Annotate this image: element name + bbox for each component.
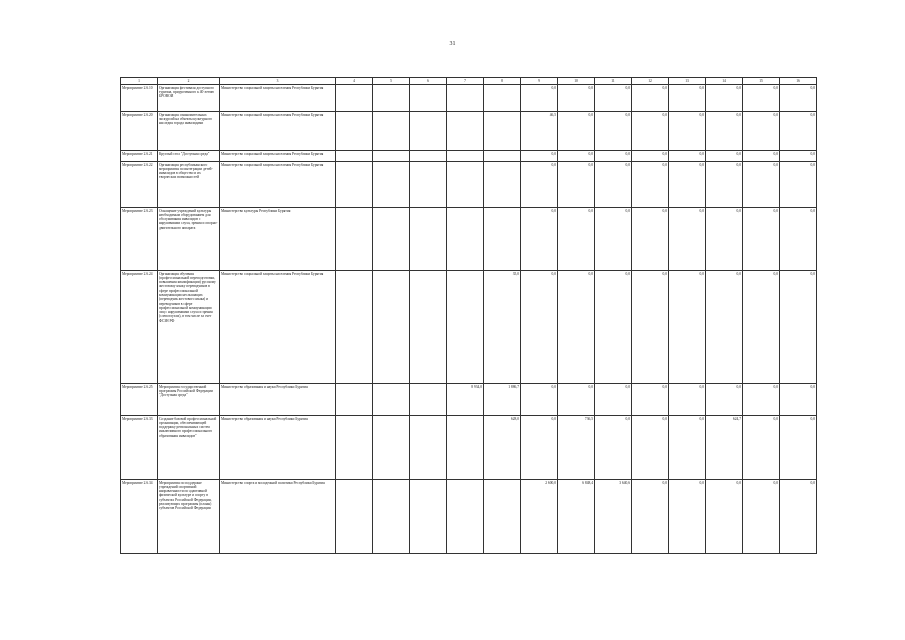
measure-name-cell: Организация фестиваля доступного туризма, приуроченного к 40-летию БРОВОИ bbox=[158, 85, 220, 112]
value-cell: 0,0 bbox=[632, 151, 669, 162]
measure-code-cell: Мероприятие 2.6.34 bbox=[121, 480, 158, 554]
table-row bbox=[121, 162, 817, 208]
header-cell: 2 bbox=[158, 78, 220, 85]
header-cell: 12 bbox=[632, 78, 669, 85]
table-row bbox=[121, 208, 817, 271]
header-cell: 1 bbox=[121, 78, 158, 85]
value-cell: 0,0 bbox=[743, 112, 780, 151]
measure-code-cell: Мероприятие 2.6.23 bbox=[121, 208, 158, 271]
value-cell: 0,0 bbox=[743, 384, 780, 416]
executor-cell: Министерство социальной защиты населения Республики Бурятия bbox=[220, 112, 336, 151]
value-cell bbox=[336, 162, 373, 208]
value-cell bbox=[484, 85, 521, 112]
value-cell: 0,0 bbox=[595, 85, 632, 112]
value-cell: 8 934,0 bbox=[447, 384, 484, 416]
table-row bbox=[121, 85, 817, 112]
value-cell bbox=[410, 162, 447, 208]
header-cell: 11 bbox=[595, 78, 632, 85]
value-cell: 1 886,7 bbox=[484, 384, 521, 416]
value-cell: 0,0 bbox=[669, 480, 706, 554]
measure-code-cell: Мероприятие 2.6.21 bbox=[121, 151, 158, 162]
value-cell bbox=[336, 208, 373, 271]
value-cell: 624,7 bbox=[706, 416, 743, 480]
value-cell: 0,0 bbox=[595, 162, 632, 208]
header-cell: 10 bbox=[558, 78, 595, 85]
value-cell bbox=[336, 271, 373, 384]
header-cell: 13 bbox=[669, 78, 706, 85]
value-cell bbox=[447, 271, 484, 384]
executor-cell: Министерство образования и науки Республики Бурятия bbox=[220, 416, 336, 480]
value-cell bbox=[373, 85, 410, 112]
value-cell: 2 600,0 bbox=[521, 480, 558, 554]
value-cell: 0,0 bbox=[669, 112, 706, 151]
value-cell: 0,0 bbox=[669, 271, 706, 384]
executor-cell: Министерство социальной защиты населения Республики Бурятия bbox=[220, 162, 336, 208]
value-cell: 0,0 bbox=[669, 384, 706, 416]
measure-code-cell: Мероприятие 2.6.10 bbox=[121, 85, 158, 112]
table-row bbox=[121, 384, 817, 416]
value-cell bbox=[484, 151, 521, 162]
value-cell: 0,0 bbox=[632, 162, 669, 208]
value-cell: 0,0 bbox=[595, 416, 632, 480]
value-cell: 0,0 bbox=[558, 271, 595, 384]
value-cell: 0,0 bbox=[706, 85, 743, 112]
value-cell: 0,0 bbox=[632, 112, 669, 151]
value-cell bbox=[484, 480, 521, 554]
value-cell: 0,0 bbox=[632, 480, 669, 554]
value-cell: 0,0 bbox=[706, 271, 743, 384]
value-cell bbox=[410, 151, 447, 162]
value-cell: 0,0 bbox=[669, 85, 706, 112]
value-cell: 0,0 bbox=[780, 85, 817, 112]
value-cell: 0,0 bbox=[558, 112, 595, 151]
executor-cell: Министерство социальной защиты населения Республики Бурятия bbox=[220, 151, 336, 162]
value-cell: 0,0 bbox=[706, 208, 743, 271]
header-cell: 7 bbox=[447, 78, 484, 85]
value-cell bbox=[373, 208, 410, 271]
value-cell bbox=[373, 384, 410, 416]
header-cell: 4 bbox=[336, 78, 373, 85]
value-cell: 0,0 bbox=[558, 151, 595, 162]
value-cell: 0,0 bbox=[743, 162, 780, 208]
value-cell: 0,0 bbox=[632, 271, 669, 384]
value-cell: 0,0 bbox=[632, 384, 669, 416]
measure-name-cell: Создание базовой профессиональной организации, обеспечивающей поддержку региональных систем инклюзивного профессионального образования инвалидов" bbox=[158, 416, 220, 480]
value-cell: 0,0 bbox=[521, 151, 558, 162]
header-cell: 8 bbox=[484, 78, 521, 85]
measure-code-cell: Мероприятие 2.6.20 bbox=[121, 112, 158, 151]
table-row bbox=[121, 480, 817, 554]
header-cell: 9 bbox=[521, 78, 558, 85]
executor-cell: Министерство социальной защиты населения Республики Бурятия bbox=[220, 271, 336, 384]
header-cell: 3 bbox=[220, 78, 336, 85]
value-cell bbox=[336, 384, 373, 416]
value-cell bbox=[447, 151, 484, 162]
value-cell bbox=[336, 112, 373, 151]
value-cell: 0,0 bbox=[780, 384, 817, 416]
executor-cell: Министерство культуры Республики Бурятия bbox=[220, 208, 336, 271]
value-cell bbox=[447, 416, 484, 480]
header-cell: 14 bbox=[706, 78, 743, 85]
table-row bbox=[121, 112, 817, 151]
table-row bbox=[121, 151, 817, 162]
header-row bbox=[121, 78, 817, 85]
value-cell bbox=[410, 271, 447, 384]
value-cell: 0,0 bbox=[780, 416, 817, 480]
value-cell: 0,0 bbox=[669, 416, 706, 480]
value-cell bbox=[336, 480, 373, 554]
value-cell bbox=[373, 416, 410, 480]
value-cell bbox=[410, 480, 447, 554]
value-cell: 0,0 bbox=[521, 271, 558, 384]
value-cell: 0,0 bbox=[706, 162, 743, 208]
table-row bbox=[121, 271, 817, 384]
header-cell: 5 bbox=[373, 78, 410, 85]
value-cell: 0,0 bbox=[558, 384, 595, 416]
value-cell bbox=[410, 85, 447, 112]
header-cell: 15 bbox=[743, 78, 780, 85]
value-cell bbox=[373, 480, 410, 554]
measure-code-cell: Мероприятие 2.6.25 bbox=[121, 384, 158, 416]
value-cell: 0,0 bbox=[521, 384, 558, 416]
value-cell: 0,0 bbox=[521, 208, 558, 271]
value-cell bbox=[410, 112, 447, 151]
header-cell: 16 bbox=[780, 78, 817, 85]
value-cell: 0,0 bbox=[632, 85, 669, 112]
measure-name-cell: Организация ознакомительных экскурсий на объекты культурного наследия города инвалидами bbox=[158, 112, 220, 151]
value-cell: 0,0 bbox=[706, 384, 743, 416]
measure-name-cell: Мероприятия по поддержке учреждений спортивной направленности по адаптивной физической культуре и спорту в субъектах Российской Федерации, реализующих программы (планы) субъектов Российской Федерации bbox=[158, 480, 220, 554]
value-cell: 0,0 bbox=[595, 384, 632, 416]
measure-name-cell: Мероприятия государственной программы Российской Федерации "Доступная среда" bbox=[158, 384, 220, 416]
measure-name-cell: Оснащение учреждений культуры необходимым оборудованием для обслуживания инвалидов с нарушениями слуха, зрения и опорно-двигательного аппарата bbox=[158, 208, 220, 271]
value-cell: 0,0 bbox=[595, 271, 632, 384]
value-cell bbox=[410, 208, 447, 271]
value-cell: 0,0 bbox=[669, 162, 706, 208]
value-cell: 628,0 bbox=[484, 416, 521, 480]
value-cell: 0,0 bbox=[743, 416, 780, 480]
value-cell: 0,0 bbox=[558, 85, 595, 112]
value-cell: 0,0 bbox=[521, 162, 558, 208]
table-row bbox=[121, 416, 817, 480]
value-cell bbox=[373, 112, 410, 151]
value-cell: 0,0 bbox=[521, 85, 558, 112]
value-cell: 0,0 bbox=[669, 208, 706, 271]
value-cell bbox=[410, 384, 447, 416]
value-cell: 0,0 bbox=[743, 85, 780, 112]
value-cell bbox=[447, 112, 484, 151]
value-cell bbox=[410, 416, 447, 480]
value-cell: 0,0 bbox=[669, 151, 706, 162]
value-cell: 0,0 bbox=[780, 271, 817, 384]
value-cell bbox=[447, 162, 484, 208]
value-cell bbox=[447, 480, 484, 554]
value-cell bbox=[484, 162, 521, 208]
value-cell bbox=[336, 151, 373, 162]
value-cell: 0,0 bbox=[706, 112, 743, 151]
value-cell: 0,0 bbox=[558, 208, 595, 271]
measure-code-cell: Мероприятие 2.6.24 bbox=[121, 271, 158, 384]
value-cell: 0,0 bbox=[780, 480, 817, 554]
executor-cell: Министерство спорта и молодежной политики Республики Бурятия bbox=[220, 480, 336, 554]
value-cell bbox=[373, 151, 410, 162]
value-cell: 0,0 bbox=[632, 416, 669, 480]
value-cell: 0,0 bbox=[595, 151, 632, 162]
value-cell: 6 848,4 bbox=[558, 480, 595, 554]
value-cell: 0,0 bbox=[780, 162, 817, 208]
header-cell: 6 bbox=[410, 78, 447, 85]
measure-name-cell: Круглый стол "Доступная среда" bbox=[158, 151, 220, 162]
executor-cell: Министерство образования и науки Республики Бурятия bbox=[220, 384, 336, 416]
value-cell: 0,0 bbox=[780, 208, 817, 271]
value-cell: 35,0 bbox=[484, 271, 521, 384]
value-cell: 3 640,6 bbox=[595, 480, 632, 554]
value-cell: 0,0 bbox=[743, 208, 780, 271]
value-cell bbox=[336, 85, 373, 112]
page-number: 31 bbox=[449, 41, 456, 47]
value-cell bbox=[373, 271, 410, 384]
value-cell bbox=[373, 162, 410, 208]
value-cell bbox=[336, 416, 373, 480]
value-cell: 0,0 bbox=[706, 480, 743, 554]
value-cell: 0,0 bbox=[521, 416, 558, 480]
value-cell: 736,5 bbox=[558, 416, 595, 480]
measure-name-cell: Организация республиканского мероприятия по интеграции детей-инвалидов в общество и их творческих возможностей bbox=[158, 162, 220, 208]
value-cell: 0,0 bbox=[632, 208, 669, 271]
value-cell bbox=[447, 85, 484, 112]
value-cell bbox=[484, 112, 521, 151]
measure-code-cell: Мероприятие 2.6.33 bbox=[121, 416, 158, 480]
value-cell: 0,0 bbox=[743, 151, 780, 162]
value-cell: 0,0 bbox=[743, 480, 780, 554]
value-cell: 0,0 bbox=[780, 151, 817, 162]
value-cell bbox=[447, 208, 484, 271]
executor-cell: Министерство социальной защиты населения Республики Бурятия bbox=[220, 85, 336, 112]
value-cell: 0,0 bbox=[780, 112, 817, 151]
value-cell: 0,0 bbox=[706, 151, 743, 162]
measure-code-cell: Мероприятие 2.6.22 bbox=[121, 162, 158, 208]
value-cell: 0,0 bbox=[558, 162, 595, 208]
value-cell: 46,5 bbox=[521, 112, 558, 151]
funding-table bbox=[120, 77, 817, 554]
value-cell: 0,0 bbox=[595, 112, 632, 151]
value-cell: 0,0 bbox=[743, 271, 780, 384]
measure-name-cell: Организация обучения (профессиональной переподготовки, повышения квалификации) русскому жестовому языку переводчиков в сфере профессиональной коммуникации неслышащих (переводчик жестового языка) и переводчиков в сфере профессиональной коммуникации лиц с нарушениями слуха и зрения (слепоглухих), в том числе за счет ФСЗН РФ bbox=[158, 271, 220, 384]
value-cell bbox=[484, 208, 521, 271]
value-cell: 0,0 bbox=[595, 208, 632, 271]
